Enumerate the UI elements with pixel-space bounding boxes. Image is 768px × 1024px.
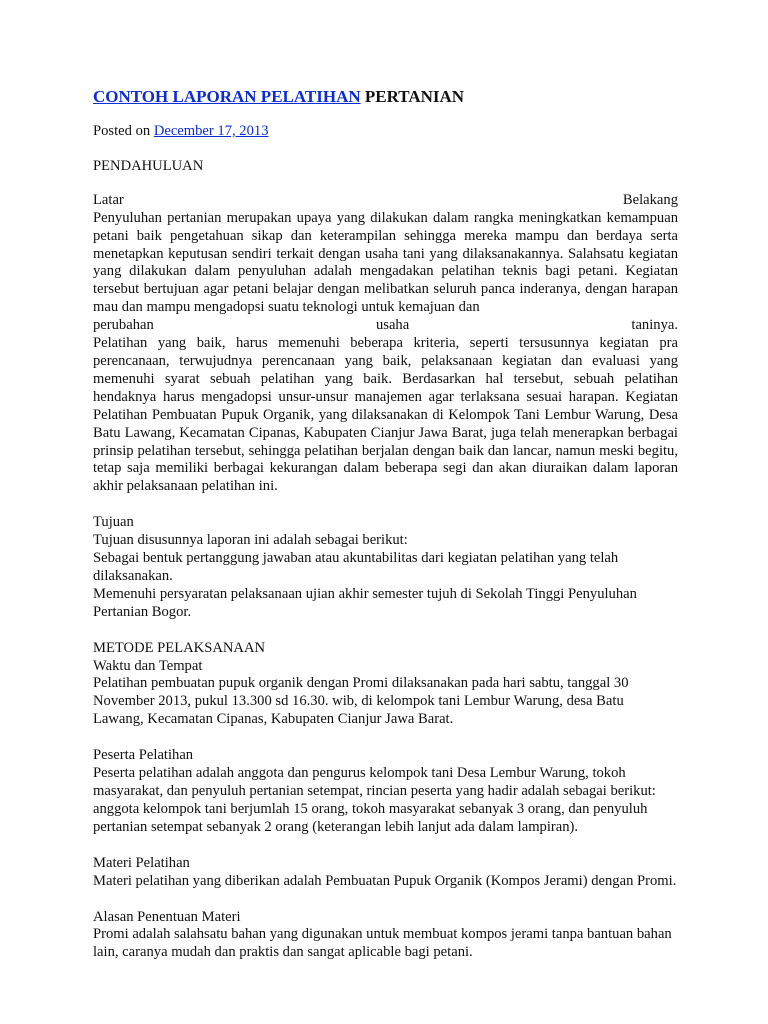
section-pendahuluan: PENDAHULUAN [93, 157, 204, 174]
title-rest: PERTANIAN [360, 87, 465, 106]
paragraph-pelatihan: Pelatihan yang baik, harus memenuhi beberapa kriteria, seperti tersusunnya kegiatan pra perencanaan, terwujudnya perencanaan yang baik, pelaksanaan kegiatan dan evaluasi yang memenuhi syarat sebuah pelatihan yang baik. Berdasarkan hal tersebut, sebuah pelatihan hendaknya harus mengadopsi unsur-unsur manajemen agar terlaksana sesuai harapan. Kegiatan Pelatihan Pembuatan Pupuk Organik, yang dilaksanakan di Kelompok Tani Lembur Warung, Desa Batu Lawang, Kecamatan Cipanas, Kabupaten Cianjur Jawa Barat, juga telah menerapkan berbagai prinsip pelatihan tersebut, sehingga pelatihan berjalan dengan baik dan lancar, namun meski begitu, tetap saja memiliki berbagai kekurangan dalam beberapa segi dan akan diuraikan dalam laporan akhir pelaksanaan pelatihan ini. [93, 335, 678, 495]
article-body [93, 86, 678, 962]
peserta-heading: Peserta Pelatihan [93, 747, 194, 764]
page-title [93, 86, 678, 108]
posted-line [93, 123, 678, 141]
tujuan-heading: Tujuan [93, 514, 134, 531]
alasan-heading: Alasan Penentuan Materi [93, 908, 241, 925]
materi-heading: Materi Pelatihan [93, 854, 190, 871]
paragraph-intro-end: perubahan usaha taninya. [93, 317, 678, 334]
latar-belakang-heading [93, 192, 678, 210]
latar-right: Belakang [622, 191, 678, 208]
latar-left: Latar [93, 191, 124, 208]
alasan-text: Promi adalah salahsatu bahan yang digunakan untuk membuat kompos jerami tanpa bantuan bahan lain, caranya mudah dan praktis dan sangat aplicable bagi petani. [93, 926, 672, 961]
tujuan-intro: Tujuan disusunnya laporan ini adalah sebagai berikut: [93, 532, 408, 549]
waktu-text: Pelatihan pembuatan pupuk organik dengan Promi dilaksanakan pada hari sabtu, tanggal 30 November 2013, pukul 13.300 sd 16.30. wib, di kelompok tani Lembur Warung, desa Batu Lawang, Kecamatan Cipanas, Kabupaten Cianjur Jawa Barat. [93, 675, 629, 728]
metode-heading: METODE PELAKSANAAN [93, 639, 266, 656]
tujuan-item-1: Sebagai bentuk pertanggung jawaban atau akuntabilitas dari kegiatan pelatihan yang telah dilaksanakan. [93, 550, 619, 584]
posted-prefix: Posted on [93, 123, 154, 139]
waktu-heading: Waktu dan Tempat [93, 657, 203, 674]
peserta-text: Peserta pelatihan adalah anggota dan pengurus kelompok tani Desa Lembur Warung, tokoh masyarakat, dan penyuluh pertanian setempat, rincian peserta yang hadir adalah sebagai berikut: anggota kelompok tani berjumlah 15 orang, tokoh masyarakat sebanyak 3 orang, dan penyuluh pertanian setempat sebanyak 2 orang (keterangan lebih lanjut ada dalam lampiran). [93, 765, 656, 835]
materi-text: Materi pelatihan yang diberikan adalah Pembuatan Pupuk Organik (Kompos Jerami) dengan Promi. [93, 872, 677, 889]
posted-date-link[interactable]: December 17, 2013 [153, 123, 269, 139]
title-link[interactable]: CONTOH LAPORAN PELATIHAN [93, 87, 361, 106]
paragraph-intro: Penyuluhan pertanian merupakan upaya yang dilakukan dalam rangka meningkatkan kemampuan petani baik pengetahuan sikap dan keterampilan sehingga mereka mampu dan berdaya serta menetapkan keputusan sendiri terkait dengan usaha tani yang dilaksanakannya. Salahsatu kegiatan yang dilakukan dalam penyuluhan adalah mengadakan pelatihan teknis bagi petani. Kegiatan tersebut bertujuan agar petani belajar dengan melibatkan seluruh panca inderanya, dengan harapan mau dan mampu mengadopsi suatu teknologi untuk kemajuan dan [93, 209, 678, 316]
tujuan-item-2: Memenuhi persyaratan pelaksanaan ujian akhir semester tujuh di Sekolah Tinggi Penyuluhan Pertanian Bogor. [93, 585, 637, 620]
